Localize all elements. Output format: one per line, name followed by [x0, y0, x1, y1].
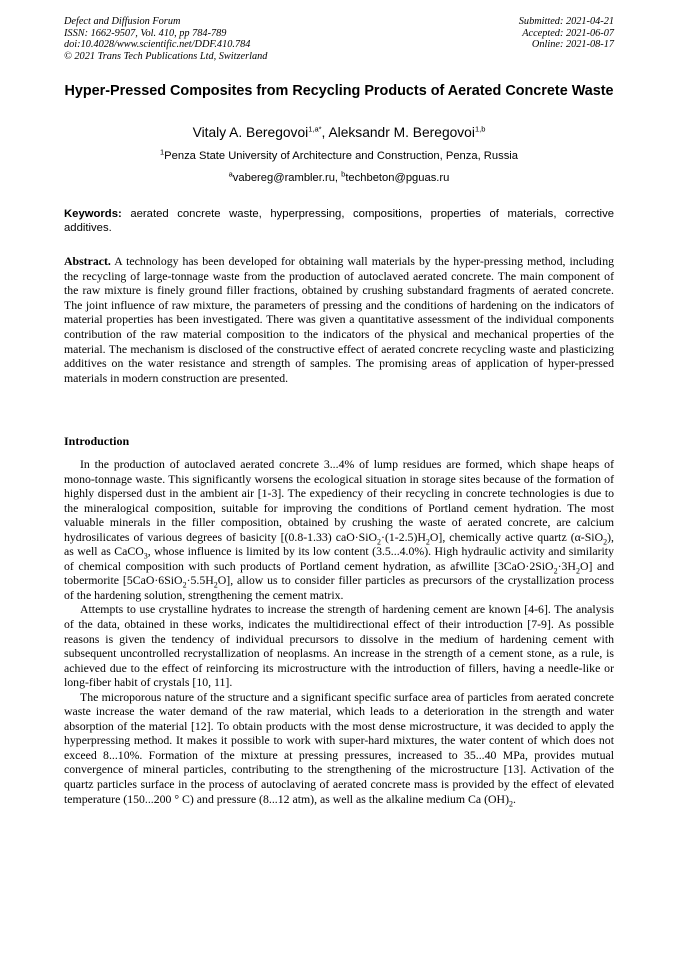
journal-info	[64, 16, 267, 62]
author-name: Aleksandr M. Beregovoi	[328, 125, 475, 140]
keywords	[64, 207, 614, 235]
subscript: 2	[377, 537, 382, 547]
text-run: .	[513, 791, 516, 806]
author-name: Vitaly A. Beregovoi	[192, 125, 309, 140]
text-run: ·3H	[557, 558, 576, 573]
subscript: 3	[143, 551, 148, 561]
dates-info	[519, 16, 614, 51]
abstract-label: Abstract.	[64, 254, 111, 268]
keywords-text: aerated concrete waste, hyperpressing, compositions, properties of materials, corrective additives.	[64, 208, 614, 234]
author-line	[64, 125, 614, 141]
affiliation-text: Penza State University of Architecture and Construction, Penza, Russia	[164, 150, 518, 162]
online-date: Online: 2021-08-17	[531, 39, 614, 51]
text-run: The microporous nature of the structure and a significant specific surface area of particles from aerated concrete waste increase the water demand of the raw material, which leads to a deterioration in the strength and water absorption of the material [12]. To obtain products with the most dense microstructure, it was decided to apply the hyperpressing method. It makes it possible to work with super-hard mixtures, the water content of which does not exceed 8...10%. Formation of the mixture at pressing pressures, increased to 35...40 MPa, provides mutual convergence of mineral particles, contributing to the strengthening of the microstructure [13]. Activation of the quartz particles surface in the process of autoclaving of aerated concrete mass is provided by the effect of elevated temperature (150...200 ° C) and pressure (8...12 atm), as well as the alkaline medium Ca (OH)	[64, 689, 614, 806]
subscript: 2	[575, 566, 580, 576]
abstract-text: A technology has been developed for obtaining wall materials by the hyper-pressing method, including the recycling of large-tonnage waste from the production of autoclaved aerated concrete. The main component of the raw mixture is finely ground filler fractions, obtained by crushing substandard fragments of aerated concrete. The joint influence of raw mixture, the parameters of pressing and the conditions of hardening on the indicators of material properties has been investigated. There was given a quantitative assessment of the individual components contribution of the raw material composition to the indicators of the physical and mechanical properties of the material. The mechanism is disclosed of the constructive effect of aerated concrete recycling waste and plasticizing additives on the water resistance and strength of samples. The promising areas of application of hyper-pressed materials in modern construction are presented.	[64, 254, 614, 385]
submitted-date: Submitted: 2021-04-21	[518, 16, 614, 27]
text-run: , whose influence is limited by its low content (3.5...4.0%). High hydraulic activity and similarity of chemical composition with such products of Portland cement hydration, as afwillite [3CaO·2SiO	[64, 544, 614, 573]
email-line	[64, 169, 614, 185]
email-mark: b	[341, 169, 346, 179]
author-affiliation-mark: 1,b	[474, 124, 486, 134]
journal-name: Defect and Diffusion Forum	[64, 16, 181, 27]
text-run: O], chemically active quartz (α-SiO	[429, 529, 604, 544]
paper-title: Hyper-Pressed Composites from Recycling Products of Aerated Concrete Waste	[64, 83, 614, 99]
subscript: 2	[603, 537, 608, 547]
paragraph	[64, 457, 614, 602]
author-affiliation-mark: 1,a*	[308, 124, 322, 134]
doi-line: doi:10.4028/www.scientific.net/DDF.410.784	[64, 39, 251, 51]
subscript: 2	[182, 580, 187, 590]
author-separator: ,	[321, 125, 329, 140]
text-run: ·5.5H	[186, 573, 214, 588]
text-run: O], allow us to consider filler particles as precursors of the crystallization process of the hardening solution, strengthening the cement matrix.	[64, 573, 614, 602]
keywords-label: Keywords:	[64, 208, 122, 220]
text-run: ·(1-2.5)H	[381, 529, 426, 544]
subscript: 2	[509, 798, 514, 808]
copyright-line: © 2021 Trans Tech Publications Ltd, Switzerland	[64, 50, 268, 62]
paragraph: Attempts to use crystalline hydrates to increase the strength of hardening cement are known [4-6]. The analysis of the data, obtained in these works, indicates the multidirectional effect of their introduction [7-9]. As possible reasons is given the tendency of individual precursors to dissolve in the medium of hardening cement with subsequent uncontrolled recrystallization of neoplasms. An increase in the strength of a cement stone, as a rule, is achieved due to the effect of reinforcing its microstructure with the introduction of fillers, having a needle-like or long-fiber habit of crystals [10, 11].	[64, 602, 614, 690]
subscript: 2	[553, 566, 558, 576]
introduction-body	[64, 457, 614, 806]
issn-line: ISSN: 1662-9507, Vol. 410, pp 784-789	[64, 27, 227, 39]
text-run: O] and tobermorite [5CaO·6SiO	[64, 558, 614, 588]
subscript: 2	[425, 537, 430, 547]
email-link: vabereg@rambler.ru,	[232, 172, 342, 184]
section-heading: Introduction	[64, 434, 130, 448]
abstract	[64, 254, 614, 385]
text-run: In the production of autoclaved aerated concrete 3...4% of lump residues are formed, which shape heaps of mono-tonnage waste. This significantly worsens the ecological situation in storage sites because of the formation of highly dispersed dust in the ambient air [1-3]. The expediency of their recycling in concrete technologies is due to the mineralogical composition, suitable for improving the conditions of Portland cement hydration. The most valuable minerals in the filler composition, obtained by crushing the waste of aerated concrete, are calcium hydrosilicates of various degrees of basicity [(0.8-1.33) caO·SiO	[64, 457, 614, 544]
email-link: techbeton@pguas.ru	[345, 172, 450, 184]
email-mark: a	[228, 169, 233, 179]
accepted-date: Accepted: 2021-06-07	[522, 27, 614, 39]
text-run: ), as well as CaCO	[64, 529, 614, 559]
affiliation-mark: 1	[160, 147, 165, 157]
affiliation	[64, 147, 614, 163]
paragraph	[64, 690, 614, 806]
subscript: 2	[213, 580, 218, 590]
